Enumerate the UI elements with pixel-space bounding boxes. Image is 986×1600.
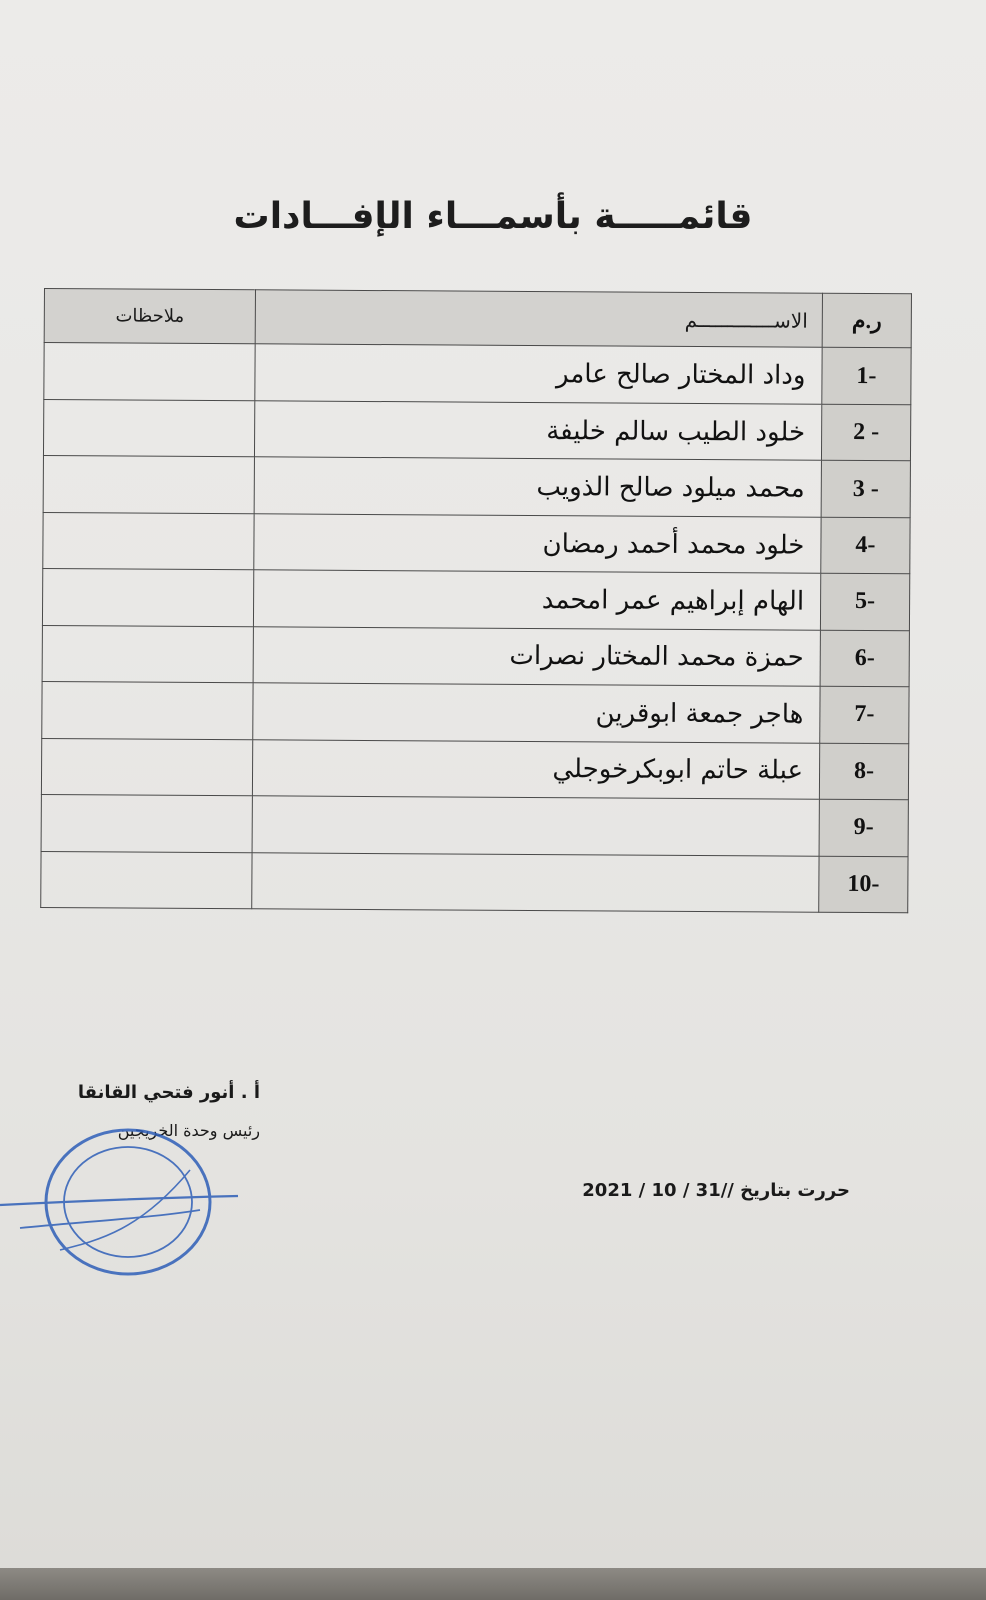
row-name: وداد المختار صالح عامر xyxy=(255,344,822,404)
row-name: الهام إبراهيم عمر امحمد xyxy=(253,570,820,630)
table-row xyxy=(43,512,910,574)
row-notes xyxy=(42,682,253,740)
row-notes xyxy=(41,738,252,796)
row-notes xyxy=(43,512,254,570)
row-name: محمد ميلود صالح الذويب xyxy=(254,457,821,517)
table-row xyxy=(43,399,910,461)
row-name xyxy=(252,852,819,912)
row-notes xyxy=(44,343,255,401)
official-stamp xyxy=(0,1110,240,1290)
row-number: 5- xyxy=(820,574,909,631)
header-name: الاســـــــــــــم xyxy=(255,290,822,348)
signatory-name: أ . أنور فتحي القانقا xyxy=(77,1082,260,1103)
row-notes xyxy=(42,569,253,627)
row-name: هاجر جمعة ابوقرين xyxy=(253,683,820,743)
row-name xyxy=(252,796,819,856)
header-number: ر.م xyxy=(822,293,911,348)
row-number: 10- xyxy=(819,856,908,913)
names-table xyxy=(40,288,912,913)
row-number: 7- xyxy=(820,686,909,743)
table-header-row xyxy=(44,289,911,349)
row-number: 3 - xyxy=(821,461,910,518)
row-number: 4- xyxy=(821,517,910,574)
row-name: خلود الطيب سالم خليفة xyxy=(254,401,821,461)
row-notes xyxy=(43,456,254,514)
background-surface xyxy=(0,1568,986,1600)
date-line: حررت بتاريخ //31 / 10 / 2021 xyxy=(582,1180,850,1201)
table-row xyxy=(43,456,910,518)
row-name: حمزة محمد المختار نصرات xyxy=(253,626,820,686)
header-notes: ملاحظات xyxy=(44,289,255,345)
row-notes xyxy=(41,851,252,909)
row-name: عبلة حاتم ابوبكرخوجلي xyxy=(252,739,819,799)
row-name: خلود محمد أحمد رمضان xyxy=(254,514,821,574)
table-row xyxy=(42,682,909,744)
table-row xyxy=(42,625,909,687)
table-row xyxy=(42,569,909,631)
row-notes xyxy=(43,399,254,457)
table-row xyxy=(41,851,908,913)
row-number: 8- xyxy=(819,743,908,800)
row-number: 6- xyxy=(820,630,909,687)
table-row xyxy=(44,343,911,405)
signature-stroke xyxy=(0,1196,238,1205)
row-number: 9- xyxy=(819,799,908,856)
row-notes xyxy=(42,625,253,683)
table-row xyxy=(41,738,908,800)
row-number: 2 - xyxy=(821,404,910,461)
signatory-title: رئيس وحدة الخريجين xyxy=(117,1121,260,1140)
page-title: قائمـــــة بأسمـــاء الإفـــادات xyxy=(233,196,753,237)
table-row xyxy=(41,795,908,857)
row-notes xyxy=(41,795,252,853)
row-number: 1- xyxy=(822,348,911,405)
